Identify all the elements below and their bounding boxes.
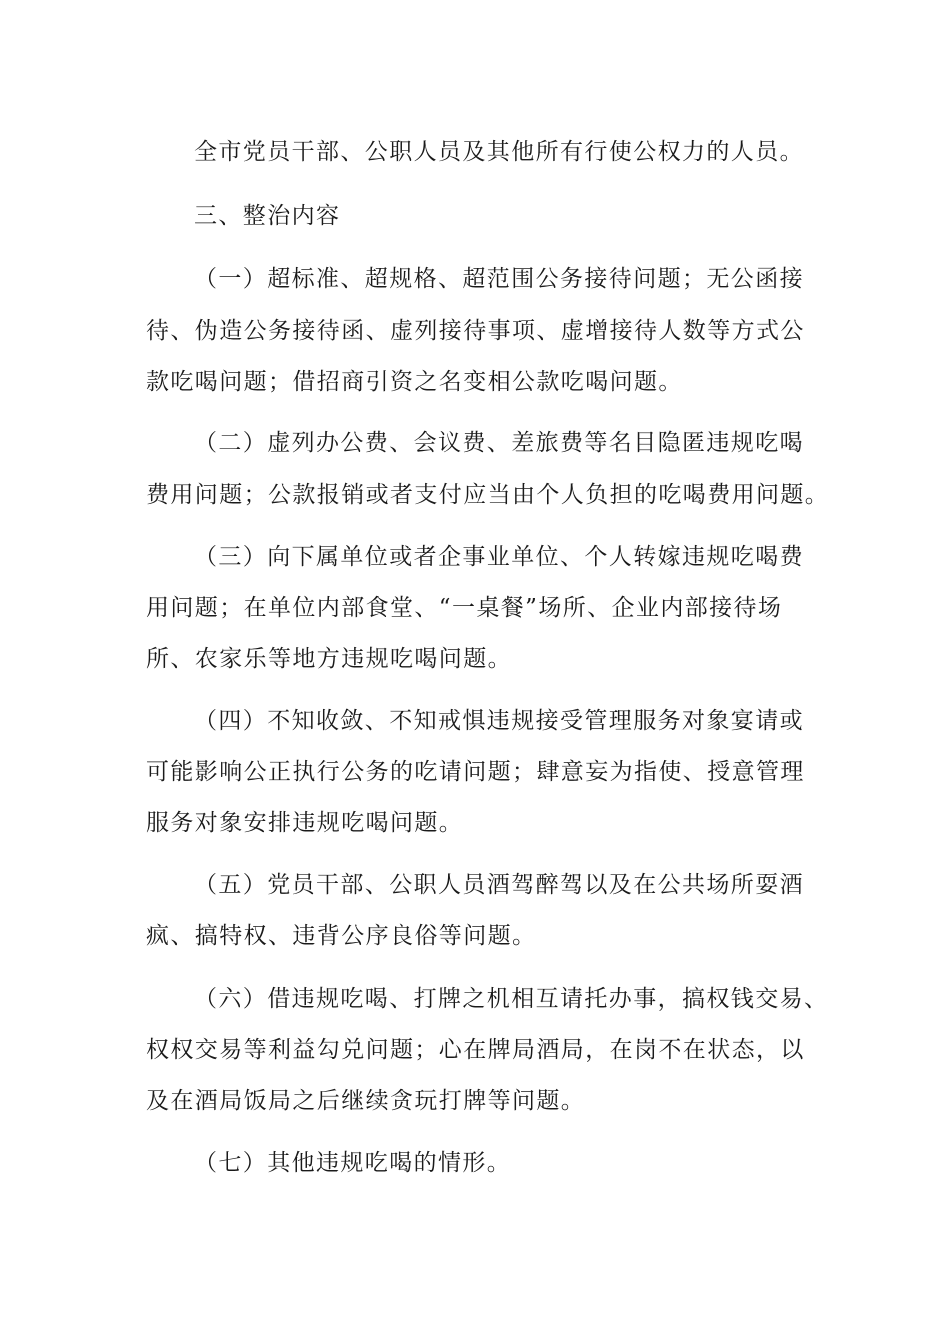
item-2-line-1: （二）虚列办公费、会议费、差旅费等名目隐匿违规吃喝: [194, 430, 804, 456]
item-1-line-2: 待、伪造公务接待函、虚列接待事项、虚增接待人数等方式公: [146, 318, 805, 344]
item-6-line-2: 权权交易等利益勾兑问题；心在牌局酒局，在岗不在状态，以: [146, 1037, 805, 1063]
item-4-line-2: 可能影响公正执行公务的吃请问题；肆意妄为指使、授意管理: [146, 759, 805, 785]
item-6-line-1: （六）借违规吃喝、打牌之机相互请托办事，搞权钱交易、: [194, 986, 829, 1012]
paragraph-scope-line-1: 全市党员干部、公职人员及其他所有行使公权力的人员。: [194, 139, 804, 165]
item-4-line-3: 服务对象安排违规吃喝问题。: [146, 810, 464, 836]
item-5-line-2: 疯、搞特权、违背公序良俗等问题。: [146, 923, 537, 949]
item-2-line-2: 费用问题；公款报销或者支付应当由个人负担的吃喝费用问题。: [146, 482, 830, 508]
item-3-line-1: （三）向下属单位或者企事业单位、个人转嫁违规吃喝费: [194, 544, 804, 570]
item-1-line-3: 款吃喝问题；借招商引资之名变相公款吃喝问题。: [146, 369, 683, 395]
item-6-line-3: 及在酒局饭局之后继续贪玩打牌等问题。: [146, 1088, 586, 1114]
item-3-line-2: 用问题；在单位内部食堂、“一桌餐”场所、企业内部接待场: [146, 595, 783, 621]
item-5-line-1: （五）党员干部、公职人员酒驾醉驾以及在公共场所耍酒: [194, 872, 804, 898]
item-1-line-1: （一）超标准、超规格、超范围公务接待问题；无公函接: [194, 266, 804, 292]
item-7-line-1: （七）其他违规吃喝的情形。: [194, 1150, 512, 1176]
item-4-line-1: （四）不知收敛、不知戒惧违规接受管理服务对象宴请或: [194, 708, 804, 734]
section-heading: 三、整治内容: [194, 203, 341, 229]
item-3-line-3: 所、农家乐等地方违规吃喝问题。: [146, 646, 512, 672]
